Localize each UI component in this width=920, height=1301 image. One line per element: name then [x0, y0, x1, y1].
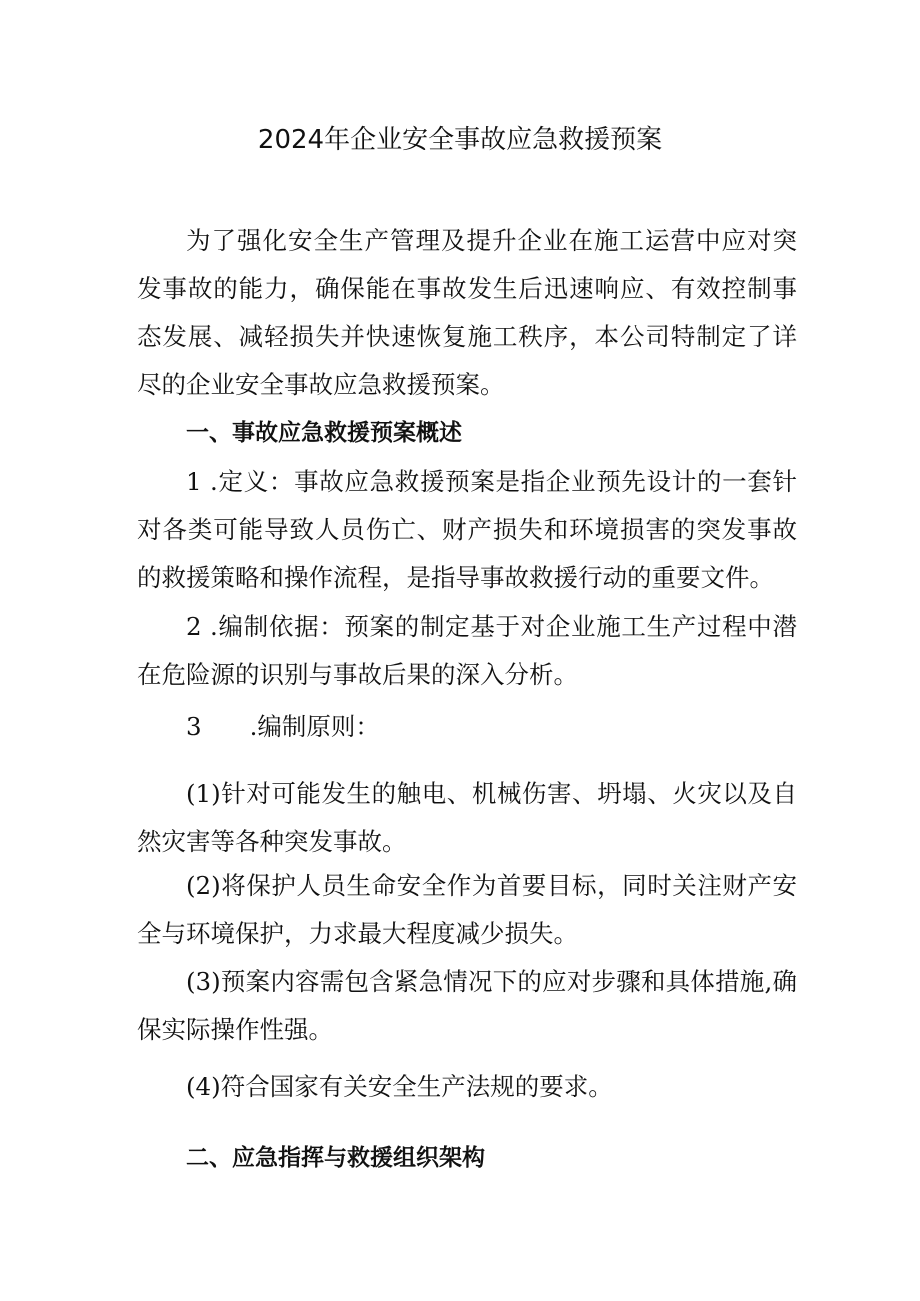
principle-3: (3)预案内容需包含紧急情况下的应对步骤和具体措施,确保实际操作性强。: [137, 967, 797, 1044]
principle-4: (4)符合国家有关安全生产法规的要求。: [186, 1072, 613, 1101]
principle-2: (2)将保护人员生命安全作为首要目标，同时关注财产安全与环境保护，力求最大程度减少损失。: [137, 871, 797, 948]
principle-1: (1)针对可能发生的触电、机械伤害、坍塌、火灾以及自然灾害等各种突发事故。: [137, 779, 797, 856]
intro-paragraph: 为了强化安全生产管理及提升企业在施工运营中应对突发事故的能力，确保能在事故发生后迅速响应、有效控制事态发展、减轻损失并快速恢复施工秩序，本公司特制定了详尽的企业安全事故应急救援预案。: [137, 226, 797, 399]
item2-basis: 2 .编制依据：预案的制定基于对企业施工生产过程中潜在危险源的识别与事故后果的深入分析。: [137, 612, 797, 689]
document-title: 2024年企业安全事故应急救援预案: [257, 125, 663, 155]
item1-definition: 1 .定义：事故应急救援预案是指企业预先设计的一套针对各类可能导致人员伤亡、财产损失和环境损害的突发事故的救援策略和操作流程，是指导事故救援行动的重要文件。: [137, 467, 797, 592]
item3-number: 3: [186, 712, 202, 741]
section2-heading: 二、应急指挥与救援组织架构: [186, 1145, 485, 1171]
section1-heading: 一、事故应急救援预案概述: [186, 420, 462, 446]
item3-text: .编制原则：: [249, 712, 380, 741]
item3-principles: [137, 703, 797, 751]
